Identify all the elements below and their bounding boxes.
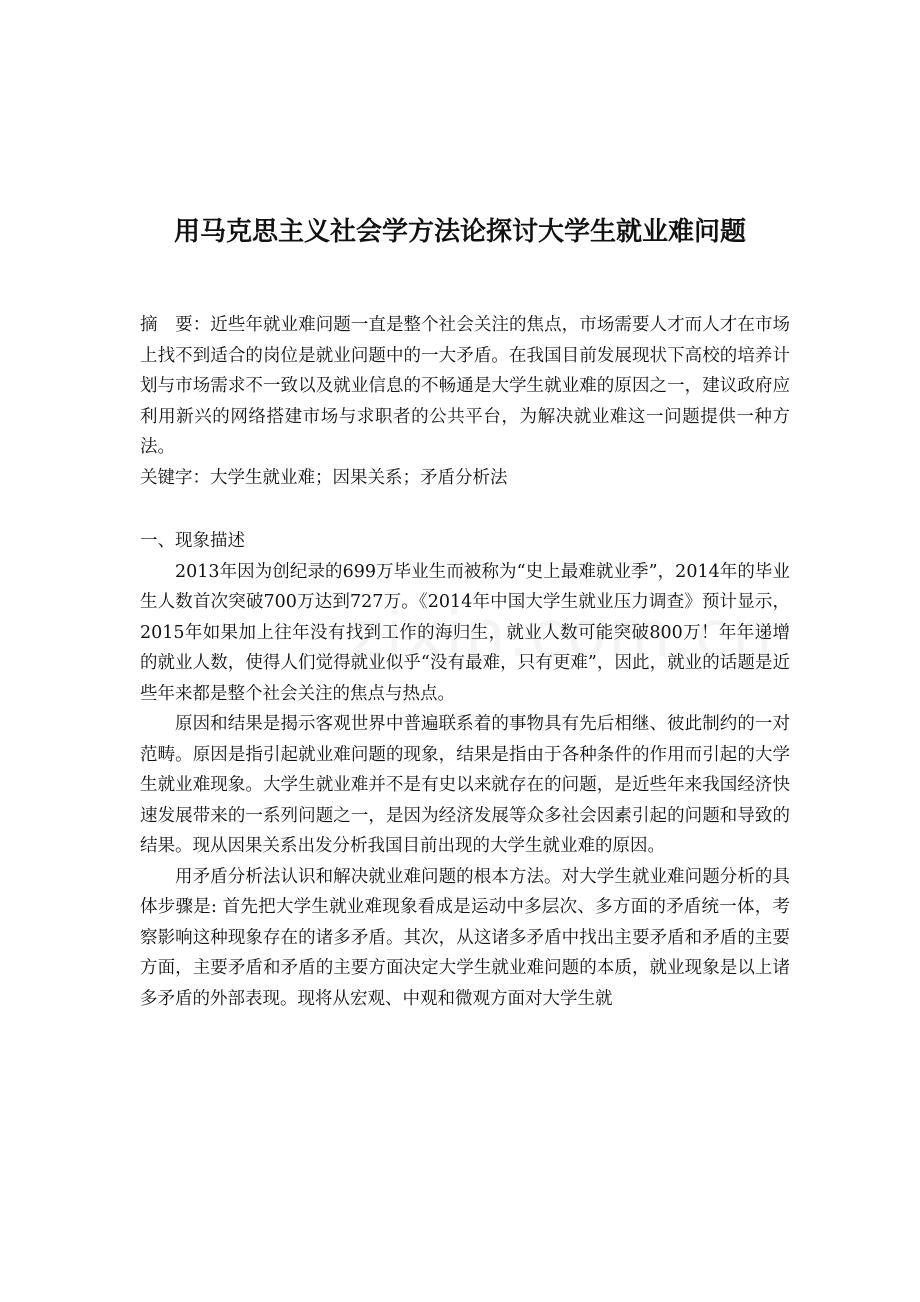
paragraph: 用矛盾分析法认识和解决就业难问题的根本方法。对大学生就业难问题分析的具体步骤是: 首先把大学生就业难现象看成是运动中多层次、多方面的矛盾统一体，考察影响这种现象存在的诸多矛盾。其次，从这诸多矛盾中找出主要矛盾和矛盾的主要方面，主要矛盾和矛盾的主要方面决定大学生就业难问题的本质，就业现象是以上诸多矛盾的外部表现。现将从宏观、中观和微观方面对大学生就 [140,866,790,1009]
keywords-text: 大学生就业难；因果关系；矛盾分析法 [210,467,508,488]
spacer [140,493,790,526]
abstract-label: 摘 要： [140,315,211,335]
document-body [140,310,790,1014]
document-title: 用马克思主义社会学方法论探讨大学生就业难问题 [173,217,746,247]
section-heading: 一、现象描述 [140,531,245,551]
abstract-text: 近些年就业难问题一直是整个社会关注的焦点，市场需要人才而人才在市场上找不到适合的岗位是就业问题中的一大矛盾。在我国目前发展现状下高校的培养计划与市场需求不一致以及就业信息的不畅通是大学生就业难的原因之一，建议政府应利用新兴的网络搭建市场与求职者的公共平台，为解决就业难这一问题提供一种方法。 [140,315,791,457]
paragraph: 2013年因为创纪录的699万毕业生而被称为“史上最难就业季”，2014年的毕业生人数首次突破700万达到727万。《2014年中国大学生就业压力调查》预计显示，2015年如果加上往年没有找到工作的海归生，就业人数可能突破800万！年年递增的就业人数，使得人们觉得就业似乎“没有最难，只有更难”，因此，就业的话题是近些年来都是整个社会关注的焦点与热点。 [140,561,790,704]
abstract [140,310,790,463]
keywords-label: 关键字： [140,467,210,488]
paragraph: 原因和结果是揭示客观世界中普遍联系着的事物具有先后相继、彼此制约的一对范畴。原因是指引起就业难问题的现象，结果是指由于各种条件的作用而引起的大学生就业难现象。大学生就业难并不是有史以来就存在的问题，是近些年来我国经济快速发展带来的一系列问题之一，是因为经济发展等众多社会因素引起的问题和导致的结果。现从因果关系出发分析我国目前出现的大学生就业难的原因。 [140,714,790,856]
keywords [140,463,790,494]
